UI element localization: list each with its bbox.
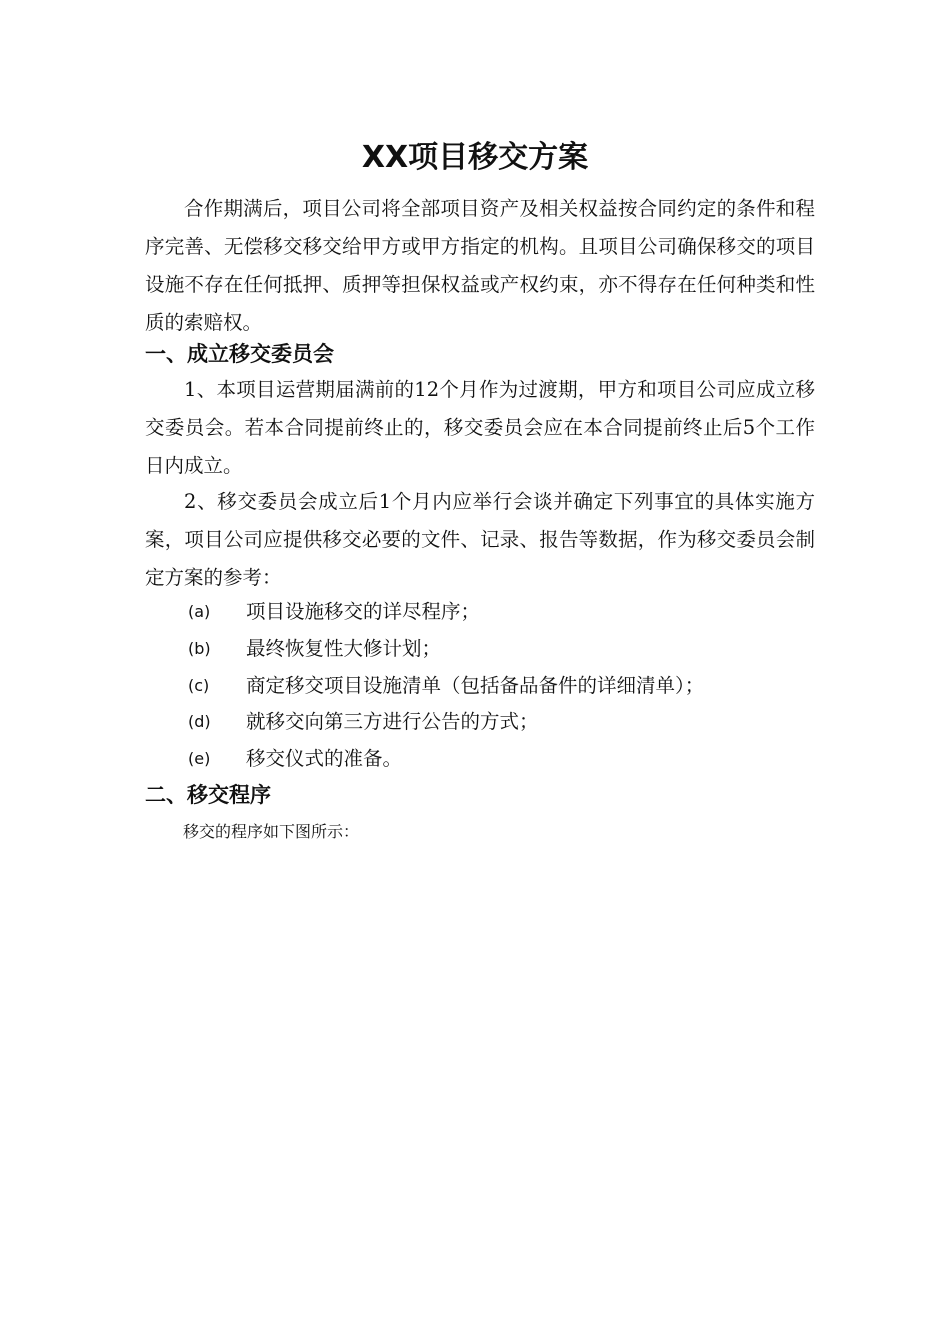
list-item xyxy=(188,668,808,704)
list-item-text: 项目设施移交的详尽程序； xyxy=(246,600,481,623)
list-item-label: (e) xyxy=(188,749,211,768)
list-item-text: 最终恢复性大修计划； xyxy=(246,637,442,660)
list-item xyxy=(188,594,808,630)
list-item-label: (c) xyxy=(188,676,210,695)
list-item xyxy=(188,631,808,667)
list-item-label: (a) xyxy=(188,602,211,621)
intro-paragraph: 合作期满后，项目公司将全部项目资产及相关权益按合同约定的条件和程序完善、无偿移交移交给甲方或甲方指定的机构。且项目公司确保移交的项目设施不存在任何抵押、质押等担保权益或产权约束，亦不得存在任何种类和性质的索赔权。 xyxy=(145,197,815,334)
section-1-heading: 一、成立移交委员会 xyxy=(145,342,334,366)
section-1-paragraph-2: 2、移交委员会成立后1个月内应举行会谈并确定下列事宜的具体实施方案，项目公司应提供移交必要的文件、记录、报告等数据，作为移交委员会制定方案的参考： xyxy=(145,490,815,589)
document-title: XX项目移交方案 xyxy=(361,140,589,175)
section-2-heading: 二、移交程序 xyxy=(145,783,271,807)
section-1-paragraph-1: 1、本项目运营期届满前的12个月作为过渡期，甲方和项目公司应成立移交委员会。若本合同提前终止的，移交委员会应在本合同提前终止后5个工作日内成立。 xyxy=(145,378,815,477)
list-item-text: 就移交向第三方进行公告的方式； xyxy=(246,710,539,733)
list-item-text: 商定移交项目设施清单（包括备品备件的详细清单）； xyxy=(246,674,705,697)
list-item-label: (b) xyxy=(188,639,211,658)
list-item-text: 移交仪式的准备。 xyxy=(246,747,403,770)
list-item xyxy=(188,704,808,740)
section-2-note: 移交的程序如下图所示： xyxy=(183,822,360,841)
list-item-label: (d) xyxy=(188,712,211,731)
list-item xyxy=(188,741,808,777)
